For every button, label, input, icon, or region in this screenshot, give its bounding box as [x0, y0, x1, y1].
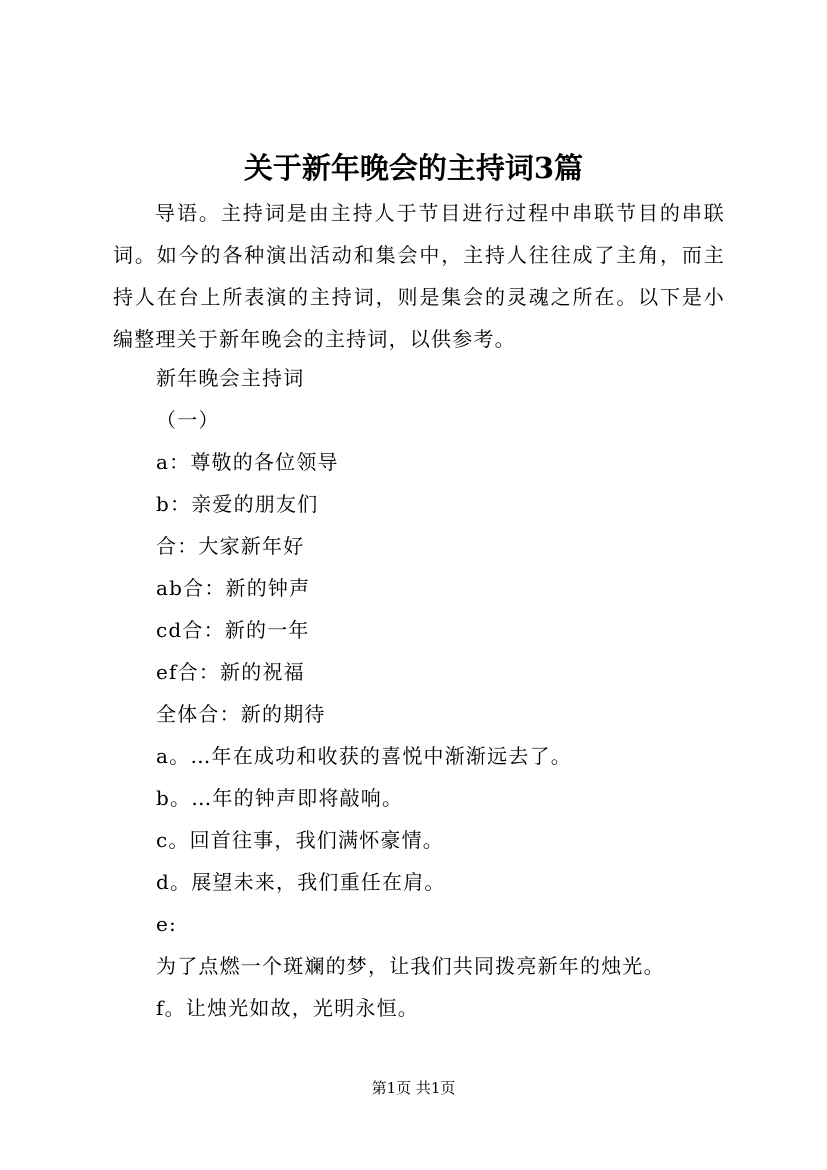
script-line: b：亲爱的朋友们 [156, 492, 319, 516]
script-line: e: [156, 912, 177, 936]
script-line: 为了点燃一个斑斓的梦，让我们共同拨亮新年的烛光。 [156, 954, 665, 978]
script-line: c。回首往事，我们满怀豪情。 [156, 828, 445, 852]
document-title: 关于新年晚会的主持词3篇 [243, 151, 584, 185]
page-footer: 第1页 共1页 [371, 1079, 456, 1097]
script-line: a：尊敬的各位领导 [156, 450, 339, 474]
script-line: d。展望未来，我们重任在肩。 [156, 870, 446, 894]
script-line: 合：大家新年好 [156, 534, 305, 558]
script-line: 全体合：新的期待 [156, 702, 326, 726]
script-line: a。…年在成功和收获的喜悦中渐渐远去了。 [156, 744, 572, 768]
section-number: （一） [156, 408, 220, 432]
script-lines [156, 357, 736, 1029]
script-line: cd合：新的一年 [156, 618, 310, 642]
script-line: b。…年的钟声即将敲响。 [156, 786, 404, 810]
script-line: ab合：新的钟声 [156, 576, 311, 600]
script-line: ef合：新的祝福 [156, 660, 305, 684]
intro-paragraph: 导语。主持词是由主持人于节目进行过程中串联节目的串联词。如今的各种演出活动和集会中，主持人往往成了主角，而主持人在台上所表演的主持词，则是集会的灵魂之所在。以下是小编整理关于新年晚会的主持词，以供参考。 [113, 201, 725, 351]
script-line: f。让烛光如故，光明永恒。 [156, 996, 420, 1020]
section-heading: 新年晚会主持词 [156, 366, 305, 390]
